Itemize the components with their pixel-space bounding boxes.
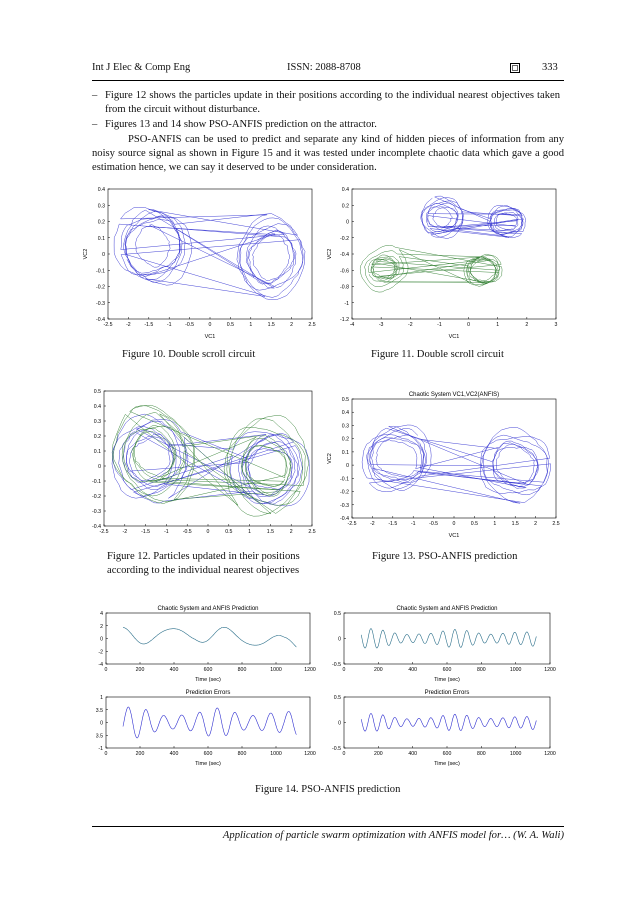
- y-tick-label: 4: [100, 611, 103, 617]
- plot-frame: [106, 697, 310, 748]
- x-tick-label: 2: [290, 322, 294, 328]
- y-tick-label: 0.5: [333, 695, 341, 701]
- y-tick-label: 0: [98, 464, 101, 470]
- y-tick-label: -0.5: [332, 746, 341, 752]
- x-tick-label: 0.5: [470, 521, 479, 527]
- x-tick-label: 1000: [270, 667, 282, 673]
- y-tick-label: -0.2: [340, 489, 349, 496]
- x-tick-label: 0: [467, 322, 471, 328]
- y-tick-label: -0.5: [332, 662, 341, 668]
- x-tick-label: 3: [554, 322, 558, 328]
- journal-name: Int J Elec & Comp Eng: [92, 62, 191, 73]
- x-tick-label: -1: [164, 529, 169, 535]
- x-tick-label: 0: [104, 751, 108, 757]
- x-tick-label: 0: [342, 667, 346, 673]
- plot-frame: [108, 189, 312, 319]
- y-tick-label: 0: [338, 720, 341, 727]
- figure-13-chart: [324, 385, 564, 540]
- x-tick-label: 600: [442, 751, 452, 757]
- x-tick-label: 400: [169, 751, 179, 757]
- x-axis-label: VC1: [448, 334, 460, 340]
- x-tick-label: 1200: [304, 667, 316, 673]
- y-tick-label: -1: [344, 300, 349, 307]
- x-tick-label: 800: [477, 667, 486, 673]
- x-tick-label: 1200: [544, 667, 556, 673]
- y-tick-label: 0: [346, 219, 349, 226]
- y-tick-label: -0.6: [340, 268, 349, 275]
- y-tick-label: -0.3: [96, 300, 105, 307]
- y-tick-label: -0.1: [96, 268, 105, 275]
- running-footer: Application of particle swarm optimization with ANFIS model for… (W. A. Wali): [222, 830, 564, 841]
- figure-14-top-left-chart: [82, 602, 318, 684]
- x-axis-label: Time (sec): [195, 677, 221, 683]
- y-tick-label: -0.4: [92, 524, 101, 530]
- footer-rule: [92, 826, 564, 827]
- y-tick-label: 2: [100, 623, 103, 630]
- x-tick-label: 600: [203, 667, 213, 673]
- figure-14-caption: Figure 14. PSO-ANFIS prediction: [255, 784, 401, 795]
- x-tick-label: -2: [126, 322, 131, 328]
- y-tick-label: -2: [98, 649, 103, 656]
- y-tick-label: -0.1: [92, 479, 101, 485]
- y-tick-label: 3.5: [95, 733, 103, 740]
- x-tick-label: 1: [496, 322, 500, 328]
- y-tick-label: -0.4: [96, 317, 105, 323]
- x-tick-label: -2.5: [99, 529, 109, 535]
- bullet-item: – Figures 13 and 14 show PSO-ANFIS prediction on the attractor.: [92, 118, 564, 133]
- y-tick-label: 0: [102, 252, 105, 258]
- y-tick-label: 0.1: [97, 235, 105, 242]
- chart-title: Chaotic System and ANFIS Prediction: [396, 606, 498, 612]
- x-axis-label: Time (sec): [195, 761, 221, 767]
- x-tick-label: 0: [342, 751, 346, 757]
- x-tick-label: 2.5: [552, 521, 560, 527]
- y-tick-label: -0.4: [340, 252, 349, 258]
- issn: ISSN: 2088-8708: [287, 62, 361, 73]
- x-tick-label: -1: [166, 322, 172, 328]
- plot-frame: [352, 189, 556, 319]
- x-tick-label: -2: [407, 322, 413, 328]
- bullet-text: Figure 12 shows the particles update in their positions according to the individual nearest objectives taken from the circuit without disturbance.: [105, 90, 560, 116]
- y-tick-label: -0.4: [340, 516, 349, 522]
- x-tick-label: -4: [349, 322, 355, 328]
- figure-13-caption: Figure 13. PSO-ANFIS prediction: [372, 551, 518, 562]
- chart-title: Prediction Errors: [424, 690, 470, 696]
- x-tick-label: 1000: [270, 751, 282, 757]
- bullet-text: Figures 13 and 14 show PSO-ANFIS prediction on the attractor.: [105, 119, 377, 130]
- figure-11-chart: [324, 183, 564, 341]
- y-tick-label: -0.2: [340, 235, 349, 242]
- header-rule: [92, 80, 564, 81]
- y-axis-label: VC2: [327, 248, 333, 260]
- x-tick-label: 0: [206, 529, 210, 535]
- x-tick-label: -2: [122, 529, 128, 535]
- x-tick-label: 1.5: [266, 529, 275, 535]
- page-header: [92, 60, 564, 78]
- x-tick-label: 0: [208, 322, 212, 328]
- x-tick-label: 1.5: [267, 322, 275, 328]
- y-tick-label: 0.3: [93, 419, 101, 425]
- x-tick-label: -1.5: [144, 322, 154, 328]
- x-tick-label: 0.5: [226, 322, 235, 328]
- figure-14-bottom-right-chart: [320, 686, 558, 768]
- x-tick-label: 1200: [544, 751, 556, 757]
- x-tick-label: 2.5: [308, 322, 316, 328]
- figure-10-caption: Figure 10. Double scroll circuit: [122, 349, 256, 360]
- figure-10-chart: [80, 183, 320, 341]
- x-tick-label: 800: [477, 751, 486, 757]
- figure-12-caption: Figure 12. Particles updated in their positions according to the individual nearest objectives: [107, 551, 300, 576]
- y-tick-label: 0: [100, 720, 103, 727]
- y-tick-label: 0.4: [97, 187, 105, 193]
- y-tick-label: 0: [346, 463, 349, 470]
- y-tick-label: -0.2: [92, 494, 101, 500]
- x-tick-label: 1: [249, 322, 253, 328]
- y-tick-label: -0.3: [92, 509, 101, 515]
- chart-title: Chaotic System and ANFIS Prediction: [157, 606, 259, 612]
- y-tick-label: 3.5: [95, 707, 103, 714]
- x-tick-label: 200: [374, 751, 383, 757]
- y-tick-label: 0.3: [97, 203, 105, 210]
- plot-frame: [344, 613, 550, 664]
- x-tick-label: 2: [289, 529, 293, 535]
- x-tick-label: 800: [237, 751, 247, 757]
- x-tick-label: -2.5: [347, 521, 357, 527]
- body-paragraph: PSO-ANFIS can be used to predict and separate any kind of hidden pieces of information from any noisy source signal as shown in Figure 15 and it was tested under incomplete chaotic data which gave a good estimation hence, we can say it deserved to be under consideration.: [92, 134, 564, 174]
- x-tick-label: 400: [408, 751, 417, 757]
- y-tick-label: 0.1: [341, 449, 349, 456]
- y-tick-label: 0.5: [93, 389, 101, 395]
- x-tick-label: 0: [104, 667, 108, 673]
- x-tick-label: -1: [410, 521, 416, 527]
- y-tick-label: 0.2: [341, 436, 349, 443]
- y-tick-label: 0.4: [341, 410, 349, 417]
- x-tick-label: 200: [135, 751, 145, 757]
- y-tick-label: 0.4: [93, 404, 101, 410]
- x-tick-label: 1.5: [511, 521, 519, 527]
- y-tick-label: 0.2: [97, 219, 105, 226]
- y-axis-label: VC2: [83, 248, 89, 260]
- x-tick-label: 1000: [509, 751, 522, 757]
- figure-14-bottom-left-chart: [82, 686, 318, 768]
- x-tick-label: -1.5: [141, 529, 151, 535]
- x-tick-label: 0.5: [225, 529, 233, 535]
- bullet-item: – Figure 12 shows the particles update in their positions according to the individual nearest objectives taken from the circuit without disturbance.: [92, 89, 564, 119]
- page-number: 333: [542, 62, 558, 73]
- x-tick-label: -0.5: [182, 529, 192, 535]
- x-tick-label: -1: [437, 322, 442, 328]
- y-tick-label: 0: [100, 636, 103, 643]
- figure-11-caption: Figure 11. Double scroll circuit: [371, 349, 504, 360]
- x-tick-label: 400: [169, 667, 179, 673]
- y-tick-label: 1: [100, 695, 103, 701]
- x-tick-label: 0: [452, 521, 456, 527]
- x-tick-label: 400: [408, 667, 417, 673]
- y-tick-label: 0.5: [333, 611, 341, 617]
- y-tick-label: 0.5: [341, 397, 349, 403]
- x-tick-label: 2: [525, 322, 529, 328]
- x-tick-label: -0.5: [429, 521, 439, 527]
- x-tick-label: 1200: [304, 751, 316, 757]
- x-tick-label: 800: [237, 667, 247, 673]
- x-tick-label: 200: [135, 667, 145, 673]
- x-tick-label: 2: [534, 521, 538, 527]
- figure-12-chart: [80, 385, 320, 540]
- x-axis-label: Time (sec): [434, 761, 460, 767]
- x-tick-label: 2.5: [308, 529, 316, 535]
- plot-frame: [352, 399, 556, 518]
- square-box-icon: [510, 63, 520, 76]
- y-tick-label: 0.2: [341, 203, 349, 210]
- y-tick-label: 0: [338, 636, 341, 643]
- x-tick-label: -0.5: [185, 322, 195, 328]
- y-tick-label: -0.1: [340, 476, 349, 483]
- x-tick-label: 200: [374, 667, 383, 673]
- x-tick-label: -2: [370, 521, 375, 527]
- y-tick-label: -0.3: [340, 502, 349, 509]
- y-tick-label: -0.8: [340, 284, 349, 291]
- y-tick-label: 0.2: [93, 434, 101, 440]
- x-tick-label: 600: [203, 751, 213, 757]
- x-tick-label: 1: [493, 521, 497, 527]
- plot-frame: [344, 697, 550, 748]
- x-tick-label: 1000: [509, 667, 522, 673]
- y-tick-label: 0.4: [341, 187, 349, 193]
- x-axis-label: VC1: [448, 533, 460, 539]
- y-tick-label: -0.2: [96, 284, 105, 291]
- x-tick-label: -1.5: [388, 521, 398, 527]
- x-axis-label: VC1: [204, 334, 216, 340]
- y-axis-label: VC2: [327, 453, 333, 464]
- x-tick-label: 600: [442, 667, 452, 673]
- y-tick-label: 0.1: [93, 449, 101, 455]
- x-tick-label: 1: [248, 529, 252, 535]
- x-tick-label: -2.5: [103, 322, 113, 328]
- x-axis-label: Time (sec): [434, 677, 460, 683]
- plot-frame: [106, 613, 310, 664]
- x-tick-label: -3: [378, 322, 384, 328]
- y-tick-label: -4: [98, 662, 103, 668]
- y-tick-label: -1: [98, 746, 103, 752]
- y-tick-label: -1.2: [340, 317, 349, 323]
- y-tick-label: 0.3: [341, 423, 349, 430]
- chart-title: Prediction Errors: [185, 690, 231, 696]
- figure-14-top-right-chart: [320, 602, 558, 684]
- chart-title: Chaotic System VC1,VC2(ANFIS): [408, 392, 500, 398]
